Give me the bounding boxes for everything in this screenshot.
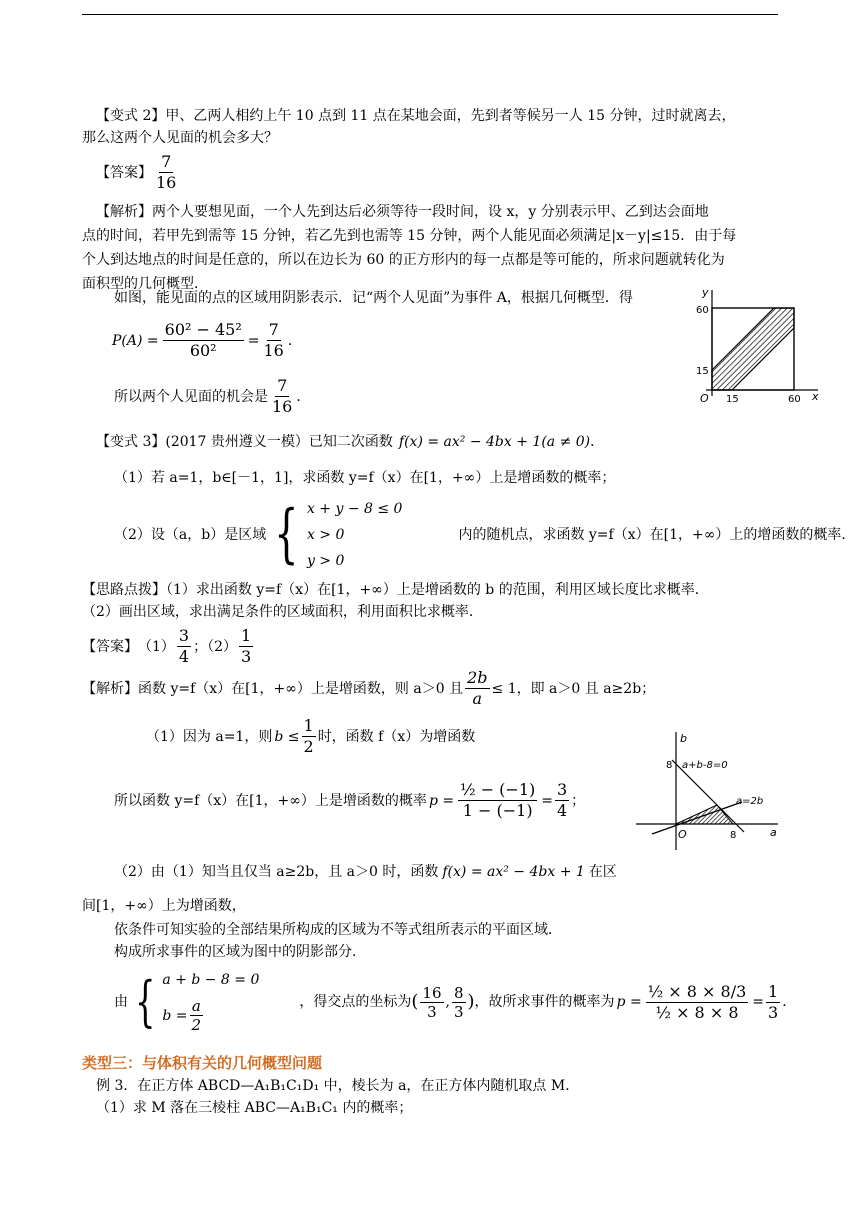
v3-an-l8-rnum: 1 xyxy=(768,981,779,1001)
variant2-conclusion xyxy=(114,376,310,417)
v3-an-l8-pt-y xyxy=(452,984,466,1021)
fig1-tick-60y: 60 xyxy=(696,305,709,316)
v3-analysis-line7: 构成所求事件的区域为图中的阴影部分． xyxy=(114,944,366,960)
variant2-answer xyxy=(96,152,180,193)
v3-ans1-pre: （1） xyxy=(138,638,175,655)
v3-an-l8-eq2-frac xyxy=(190,997,204,1034)
analysis-line2: 点的时间，若甲先到需等 15 分钟，若乙先到也需等 15 分钟，两个人能见面必须满足|x－y|≤15．由于每 xyxy=(82,228,737,244)
v3-analysis-line8 xyxy=(114,966,796,1038)
v3-an-l8-mid2: ，故所求事件的概率为 xyxy=(474,994,615,1010)
fig1-tick-15y: 15 xyxy=(696,366,709,377)
v3-analysis-line4 xyxy=(114,862,617,882)
v3-an-l8-pnum: ½ × 8 × 8/3 xyxy=(647,981,747,1001)
v3-an-l3-fraction xyxy=(458,780,537,821)
header-rule xyxy=(82,14,778,15)
v3-an-l8-end: ． xyxy=(782,994,797,1010)
variant3-label: 【变式 3】 xyxy=(96,434,166,450)
formula-probability xyxy=(112,320,302,361)
v3-an-l8-pt-y-den: 3 xyxy=(453,1002,464,1021)
v3-analysis-line5: 间[1，+∞）上为增函数， xyxy=(82,898,246,914)
v3-analysis-line3 xyxy=(114,780,585,821)
fig2-tick-8x: 8 xyxy=(730,830,737,841)
q2-brace: { xyxy=(274,497,299,571)
v3-an-l8-p: p = xyxy=(616,994,642,1010)
variant2-line2: 那么这两个人见面的机会多大？ xyxy=(82,130,278,146)
v3-an-l8-pre: 由 xyxy=(114,994,128,1010)
v3-an-l3-p: p = xyxy=(428,792,455,809)
answer-numerator: 7 xyxy=(161,152,172,171)
fig1-x-label: x xyxy=(812,390,819,403)
v3-an-l8-pt-x xyxy=(420,984,443,1021)
v3-an-l2-num: 1 xyxy=(303,716,314,735)
v3-an-l8-pden: ½ × 8 × 8 xyxy=(655,1002,739,1022)
v3-an-l8-comma: , xyxy=(445,994,450,1010)
variant3-intro xyxy=(96,432,604,452)
variant3-source: (2017 贵州遵义一模）已知二次函数 xyxy=(165,434,393,450)
v3-an-l4-b: 在区 xyxy=(588,864,617,880)
v3-an-l4-a: （2）由（1）知当且仅当 a≥2b，且 a＞0 时，函数 xyxy=(114,864,439,880)
region-ab-figure xyxy=(632,728,784,852)
formula-equals: = xyxy=(247,332,260,349)
conclusion-text: 所以两个人见面的机会是 xyxy=(114,388,268,405)
fig2-line1-label: a+b-8=0 xyxy=(682,760,728,771)
v3-an-l1-fraction xyxy=(465,668,489,709)
conclusion-den: 16 xyxy=(272,397,293,416)
fig2-line2-label: a=2b xyxy=(736,796,764,807)
v3-an-l1-a: 函数 y=f（x）在[1，+∞）上是增函数，则 a＞0 且 xyxy=(138,680,464,697)
hint-label: 【思路点拨】 xyxy=(82,582,166,598)
fig2-tick-8y: 8 xyxy=(666,760,673,771)
v3-an-l2-a: （1）因为 a=1，则 xyxy=(146,728,273,745)
formula-end: ． xyxy=(287,332,302,349)
v3-an-l8-eq2-den: 2 xyxy=(191,1016,202,1035)
v3-an-l3-num: ½ − (−1) xyxy=(460,780,536,799)
v3-ans-sep: ；（2） xyxy=(193,638,238,655)
variant2-label: 【变式 2】 xyxy=(96,108,166,124)
meeting-band xyxy=(712,308,794,390)
conclusion-end: ． xyxy=(296,388,311,405)
variant2-line1 xyxy=(96,106,736,126)
fig2-origin: O xyxy=(678,828,687,841)
formula-result-num: 7 xyxy=(268,320,279,339)
formula-result xyxy=(262,320,286,361)
v3-analysis-line2 xyxy=(146,716,475,757)
v3-an-l2-c: 时，函数 f（x）为增函数 xyxy=(317,728,476,745)
variant3-function: f(x) = ax² − 4bx + 1(a ≠ 0) xyxy=(398,434,591,450)
fig2-b-label: b xyxy=(680,732,687,745)
v3-ans1-num: 3 xyxy=(178,626,190,645)
q2-inequality-system xyxy=(266,496,402,574)
variant3-q1: （1）若 a=1，b∈[－1，1]，求函数 y=f（x）在[1，+∞）上是增函数的概率； xyxy=(114,470,616,486)
v3-analysis-line6: 依条件可知实验的全部结果所构成的区域为不等式组所表示的平面区域． xyxy=(114,922,562,938)
answer-denominator: 16 xyxy=(156,173,177,192)
answer-label: 【答案】 xyxy=(96,164,152,181)
analysis-line1: 两个人要想见面，一个人先到达后必须等待一段时间，设 x，y 分别表示甲、乙到达会面地 xyxy=(152,204,709,220)
q2-ineq-3: y > 0 xyxy=(306,553,345,569)
variant3-hint2: （2）画出区域，求出满足条件的区域面积，利用面积比求概率． xyxy=(82,604,483,620)
q2-pre: （2）设（a，b）是区域 xyxy=(114,527,267,543)
v3-analysis-label: 【解析】 xyxy=(82,680,138,697)
v3-answer-label: 【答案】 xyxy=(82,638,138,655)
v3-an-l8-rows xyxy=(162,966,259,1038)
v3-an-l2-b: b ≤ xyxy=(274,728,300,745)
v3-ans1-fraction xyxy=(177,626,191,667)
variant2-text1: 甲、乙两人相约上午 10 点到 11 点在某地会面，先到者等候另一人 15 分钟，过时就离去， xyxy=(165,108,736,124)
fig1-tick-60x: 60 xyxy=(788,394,801,404)
q2-post: 内的随机点，求函数 y=f（x）在[1，+∞）上的增函数的概率． xyxy=(458,527,856,543)
v3-analysis-line1 xyxy=(82,668,655,709)
variant3-q2 xyxy=(114,496,855,574)
v3-an-l8-rparen: ) xyxy=(467,991,475,1012)
v3-an-l8-eq2-lhs: b = xyxy=(162,1007,188,1024)
fig1-y-label: y xyxy=(702,286,709,299)
analysis-line4: 面积型的几何概型． xyxy=(82,276,208,292)
v3-an-l8-pt-y-num: 8 xyxy=(453,983,464,1002)
v3-an-l8-eq2 xyxy=(162,997,259,1034)
variant2-analysis xyxy=(82,200,782,296)
fig1-tick-15x: 15 xyxy=(726,394,739,404)
variant3-answer xyxy=(82,626,255,667)
formula-fraction xyxy=(163,320,244,361)
v3-an-l8-rden: 3 xyxy=(768,1002,779,1022)
v3-an-l1-b: ≤ 1，即 a＞0 且 a≥2b； xyxy=(491,680,656,697)
v3-an-l8-lparen: ( xyxy=(411,991,419,1012)
v3-an-l3-rden: 4 xyxy=(556,801,568,820)
section-heading: 类型三：与体积有关的几何概型问题 xyxy=(82,1054,323,1072)
formula-denominator: 60² xyxy=(189,341,217,360)
analysis-line5: 如图，能见面的点的区域用阴影表示．记“两个人见面”为事件 A，根据几何概型．得 xyxy=(114,290,633,306)
formula-lhs: P(A) = xyxy=(112,332,159,349)
v3-an-l1-num: 2b xyxy=(467,668,488,687)
v3-an-l8-eq2-num: a xyxy=(191,997,201,1016)
v3-an-l1-den: a xyxy=(472,689,483,708)
example3-question1: （1）求 M 落在三棱柱 ABC—A₁B₁C₁ 内的概率； xyxy=(96,1100,413,1116)
conclusion-num: 7 xyxy=(277,376,288,395)
v3-an-l8-mid: ，得交点的坐标为 xyxy=(299,994,412,1010)
v3-an-l3-eq: = xyxy=(541,792,553,809)
v3-ans2-fraction xyxy=(239,626,253,667)
q2-system-rows xyxy=(307,496,403,574)
v3-an-l8-eq: = xyxy=(752,994,765,1010)
v3-an-l3-result xyxy=(555,780,569,821)
fig2-a-label: a xyxy=(770,826,777,839)
conclusion-fraction xyxy=(270,376,294,417)
v3-an-l2-fraction xyxy=(302,716,316,757)
formula-numerator: 60² − 45² xyxy=(164,320,242,339)
analysis-line3: 个人到达地点的时间是任意的，所以在边长为 60 的正方形内的每一点都是等可能的，所求问题就转化为 xyxy=(82,252,725,268)
q2-ineq-1: x + y − 8 ≤ 0 xyxy=(306,501,403,517)
v3-an-l3-a: 所以函数 y=f（x）在[1，+∞）上是增函数的概率 xyxy=(114,792,427,809)
answer-fraction xyxy=(154,152,178,193)
v3-an-l8-pt-x-den: 3 xyxy=(427,1002,437,1021)
fig1-origin: O xyxy=(700,392,709,404)
v3-ans2-num: 1 xyxy=(241,626,252,645)
variant3-hint1 xyxy=(82,580,709,600)
example3-statement: 例 3．在正方体 ABCD—A₁B₁C₁D₁ 中，棱长为 a，在正方体内随机取点 M． xyxy=(96,1078,580,1094)
v3-an-l3-end: ； xyxy=(571,792,586,809)
meeting-region-figure xyxy=(692,284,824,404)
v3-an-l3-rnum: 3 xyxy=(556,780,568,799)
v3-an-l8-system xyxy=(128,966,259,1038)
v3-an-l3-den: 1 − (−1) xyxy=(462,801,533,820)
v3-an-l8-result xyxy=(766,982,780,1023)
v3-an-l8-brace: { xyxy=(134,970,156,1033)
variant3-func-end: ． xyxy=(590,434,605,450)
v3-an-l4-f: f(x) = ax² − 4bx + 1 xyxy=(442,864,585,880)
hint-line1: （1）求出函数 y=f（x）在[1，+∞）上是增函数的 b 的范围，利用区域长度比求概率． xyxy=(166,582,709,598)
v3-an-l2-den: 2 xyxy=(303,737,314,756)
analysis-label: 【解析】 xyxy=(96,204,152,220)
v3-ans2-den: 3 xyxy=(241,647,252,666)
v3-ans1-den: 4 xyxy=(178,647,190,666)
v3-an-l8-eq1: a + b − 8 = 0 xyxy=(162,971,260,988)
formula-result-den: 16 xyxy=(263,341,284,360)
q2-ineq-2: x > 0 xyxy=(306,527,345,543)
v3-an-l8-fraction xyxy=(646,982,749,1023)
v3-an-l8-pt-x-num: 16 xyxy=(422,983,442,1002)
